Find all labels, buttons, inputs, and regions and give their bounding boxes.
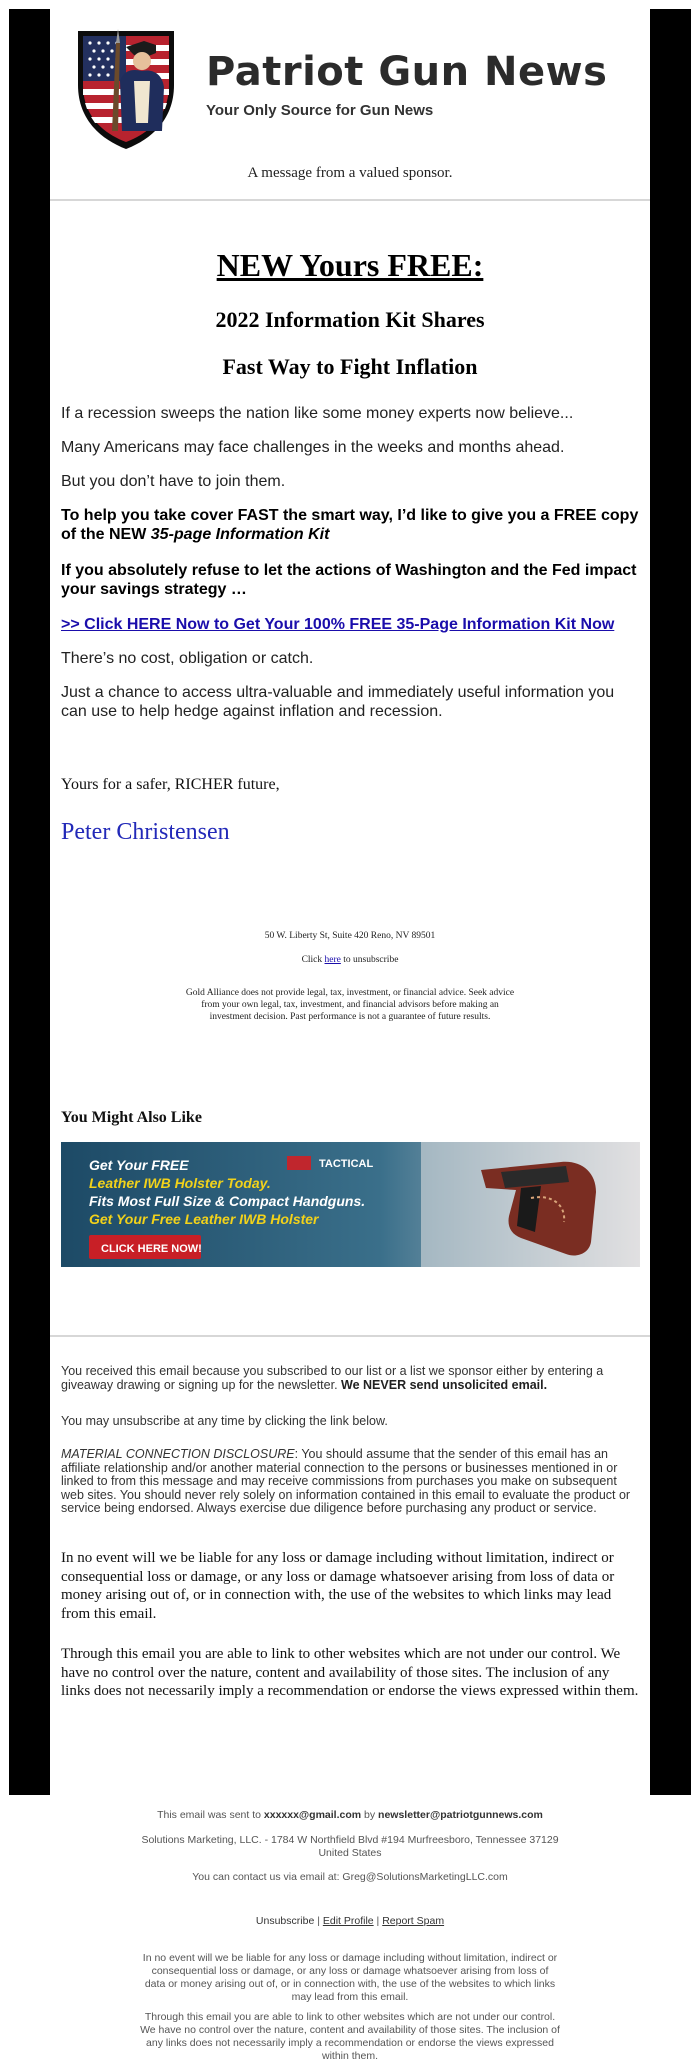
related-title: You Might Also Like [61, 1109, 202, 1126]
ad-brand-text: TACTICAL [319, 1158, 374, 1170]
header-divider [50, 199, 650, 201]
sponsor-unsubscribe [50, 954, 650, 966]
brand-tagline: Your Only Source for Gun News [206, 102, 434, 119]
ad-line-2: Leather IWB Holster Today. [89, 1175, 271, 1191]
footer-sep-2: | [373, 1915, 383, 1927]
paragraph-5: If you absolutely refuse to let the actions of Washington and the Fed impact your savings strategy … [61, 562, 637, 598]
legal-disclosure [61, 1448, 641, 1516]
ad-button-label: CLICK HERE NOW! [101, 1243, 202, 1255]
ad-line-1: Get Your FREE [89, 1157, 189, 1173]
email-header [50, 9, 650, 199]
cta-link-wrap [61, 615, 641, 634]
footer-external-links: Through this email you are able to link to other websites which are not under our control. We have no control over the nature, content and availability of those sites. The inclusion of any links does not necessarily imply a recommendation or endorse the views expressed within them. [140, 2011, 560, 2062]
cta-link[interactable]: >> Click HERE Now to Get Your 100% FREE 35-Page Information Kit Now [61, 616, 615, 633]
footer-report-spam-link[interactable]: Report Spam [382, 1915, 445, 1927]
legal-external-links: Through this email you are able to link to other websites which are not under our control. We have no control over the nature, content and availability of those sites. The inclusion of any links does not necessarily imply a recommendation or endorse the views expressed within them. [61, 1646, 639, 1699]
footer-sender: newsletter@patriotgunnews.com [378, 1809, 543, 1821]
patriot-shield-logo [72, 23, 180, 151]
legal-disclosure-text: : You should assume that the sender of this email has an affiliate relationship and/or another material connection to the persons or businesses mentioned in or linked to from this message and may receive commissions from purchases you make on subsequent web sites. You should never rely solely on information contained in this email to evaluate the product or service being endorsed. Always exercise due diligence before purchasing any product or service. [61, 1447, 631, 1515]
ad-line-3: Fits Most Full Size & Compact Handguns. [89, 1193, 366, 1209]
footer-company: Solutions Marketing, LLC. - 1784 W Northfield Blvd #194 Murfreesboro, Tennessee 37129 United States [141, 1834, 559, 1859]
footer-sent-prefix: This email was sent to [157, 1809, 264, 1821]
footer-recipient: xxxxxx@gmail.com [263, 1809, 362, 1821]
legal-no-spam: We NEVER send unsolicited email. [341, 1377, 548, 1392]
footer-contact: You can contact us via email at: Greg@SolutionsMarketingLLC.com [192, 1871, 508, 1883]
sponsor-disclaimer: Gold Alliance does not provide legal, tax, investment, or financial advice. Seek advice from your own legal, tax, investment, and financial advisors before making an investment decision. Past performance is not a guarantee of future results. [185, 988, 515, 1022]
paragraph-1: If a recession sweeps the nation like some money experts now believe... [61, 405, 574, 422]
legal-subscription-text: You received this email because you subscribed to our list or a list we sponsor either by entering a giveaway drawing or signing up for the newsletter. [61, 1364, 604, 1392]
headline: NEW Yours FREE: [216, 247, 484, 283]
legal-subscription [61, 1365, 641, 1392]
paragraph-3: But you don’t have to join them. [61, 473, 286, 490]
paragraph-2: Many Americans may face challenges in the weeks and months ahead. [61, 439, 565, 456]
subhead-1: 2022 Information Kit Shares [215, 307, 485, 332]
legal-disclosure-label: MATERIAL CONNECTION DISCLOSURE [61, 1447, 295, 1461]
footer-edit-profile-link[interactable]: Edit Profile [322, 1915, 374, 1927]
brand-title: Patriot Gun News [206, 49, 608, 95]
signature: Peter Christensen [61, 819, 230, 845]
footer-sep-1: | [314, 1915, 323, 1927]
footer-liability: In no event will we be liable for any loss or damage including without limitation, indirect or consequential loss or damage, or any loss or damage whatsoever arising from loss of data or money arising out of, or in connection with, the use of the websites to which links may lead from this email. [142, 1952, 558, 2003]
paragraph-4 [61, 506, 641, 544]
footer-sent-by: by [361, 1809, 379, 1821]
holster-ad-banner[interactable] [61, 1142, 640, 1267]
email-card [50, 9, 650, 1795]
legal-divider [50, 1335, 650, 1337]
unsubscribe-here-link[interactable]: here [324, 955, 341, 965]
footer-unsubscribe-link[interactable]: Unsubscribe [255, 1915, 315, 1927]
sponsor-note: A message from a valued sponsor. [247, 165, 453, 181]
legal-liability: In no event will we be liable for any loss or damage including without limitation, indirect or consequential loss or damage, or any loss or damage whatsoever arising from loss of data or money arising out of, or in connection with, the use of the websites to which links may lead from this email. [61, 1550, 615, 1622]
subhead-2: Fast Way to Fight Inflation [222, 354, 478, 379]
unsub-suffix: to unsubscribe [340, 955, 399, 965]
paragraph-4-text: To help you take cover FAST the smart way, I’d like to give you a FREE copy of the NEW [61, 507, 639, 543]
unsub-prefix: Click [301, 955, 325, 965]
footer-links [140, 1915, 560, 1928]
footer-sent-to [140, 1809, 560, 1822]
ad-line-4: Get Your Free Leather IWB Holster [89, 1211, 319, 1227]
paragraph-6: There’s no cost, obligation or catch. [61, 650, 314, 667]
paragraph-7: Just a chance to access ultra-valuable and immediately useful information you can use to help hedge against inflation and recession. [61, 684, 615, 720]
legal-unsubscribe-note: You may unsubscribe at any time by clicking the link below. [61, 1414, 388, 1428]
paragraph-4-italic: 35-page Information Kit [150, 526, 330, 543]
sponsor-address: 50 W. Liberty St, Suite 420 Reno, NV 89501 [264, 931, 436, 941]
signoff: Yours for a safer, RICHER future, [61, 776, 280, 793]
holster-ad-art [61, 1142, 640, 1267]
